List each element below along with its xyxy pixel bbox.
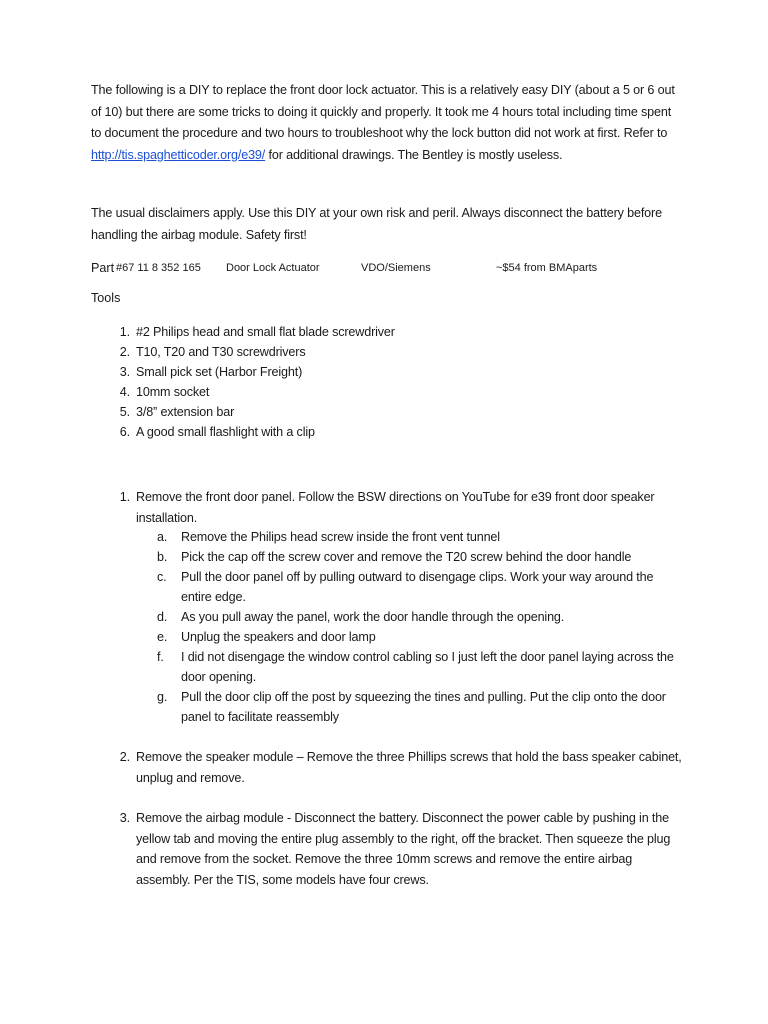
intro-text-end: for additional drawings. The Bentley is mostly useless. [265, 147, 563, 162]
substep-item: e. Unplug the speakers and door lamp [157, 630, 376, 644]
tool-item: 1. #2 Philips head and small flat blade screwdriver [119, 325, 395, 339]
substep-item: a. Remove the Philips head screw inside the front vent tunnel [157, 530, 500, 544]
part-name: Door Lock Actuator [226, 262, 320, 274]
intro-paragraph [91, 80, 681, 166]
tis-link[interactable]: http://tis.spaghetticoder.org/e39/ [91, 147, 266, 162]
part-number: #67 11 8 352 165 [116, 262, 201, 274]
part-label: Part [91, 261, 115, 275]
step-item: 1. Remove the front door panel. Follow the BSW directions on YouTube for e39 front door speaker installation. [119, 490, 655, 525]
tool-item: 4. 10mm socket [119, 385, 210, 399]
part-line [91, 258, 711, 278]
tool-item: 3. Small pick set (Harbor Freight) [119, 365, 303, 379]
intro-text: The following is a DIY to replace the front door lock actuator. This is a relatively easy DIY (about a 5 or 6 out of 10) but there are some tricks to doing it quickly and properly. It took me 4 hours total including time spent to document the procedure and two hours to troubleshoot why the lock button did not work at first. Refer to [91, 83, 675, 140]
tool-item: 2. T10, T20 and T30 screwdrivers [119, 345, 306, 359]
disclaimer-paragraph: The usual disclaimers apply. Use this DIY at your own risk and peril. Always disconnect the battery before handling the airbag module. Safety first! [91, 206, 662, 242]
part-price: ~$54 from BMAparts [496, 262, 598, 274]
tools-heading: Tools [91, 291, 121, 305]
step-item: 2. Remove the speaker module – Remove the three Phillips screws that hold the bass speaker cabinet, unplug and remove. [119, 750, 682, 785]
substep-item: d. As you pull away the panel, work the door handle through the opening. [157, 610, 565, 624]
tool-item: 5. 3/8” extension bar [119, 405, 235, 419]
substep-item: f. I did not disengage the window control cabling so I just left the door panel laying across the door opening. [157, 650, 674, 684]
substep-item: b. Pick the cap off the screw cover and remove the T20 screw behind the door handle [157, 550, 632, 564]
tool-item: 6. A good small flashlight with a clip [119, 425, 315, 439]
step-item: 3. Remove the airbag module - Disconnect the battery. Disconnect the power cable by pushing in the yellow tab and moving the entire plug assembly to the right, off the bracket. Then squeeze the plug and remove from the socket. Remove the three 10mm screws and remove the entire airbag assembly. Per the TIS, some models have four crews. [119, 811, 671, 887]
part-maker: VDO/Siemens [361, 262, 431, 274]
substep-item: g. Pull the door clip off the post by squeezing the tines and pulling. Put the clip onto the door panel to facilitate reassembly [157, 690, 666, 724]
substep-item: c. Pull the door panel off by pulling outward to disengage clips. Work your way around the entire edge. [157, 570, 654, 604]
